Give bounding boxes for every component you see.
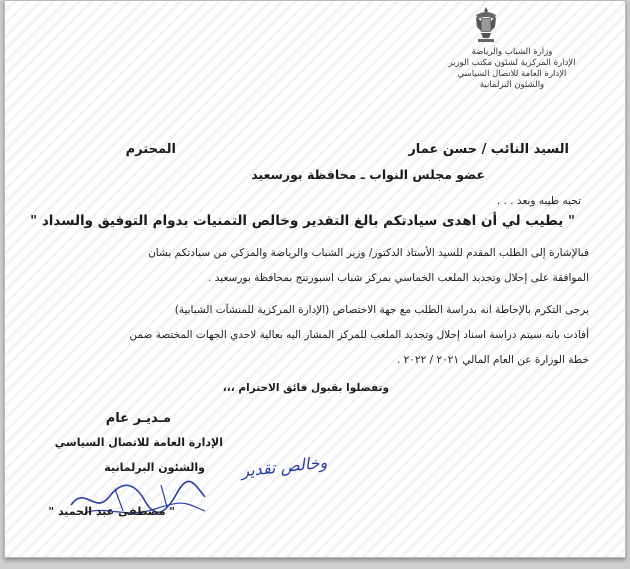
paragraph-2-line-3: خطة الوزارة عن العام المالي ٢٠٢١ / ٢٠٢٢ . [396, 354, 589, 366]
addressee-title: عضو مجلس النواب ـ محافظة بورسعيد [251, 167, 485, 182]
paragraph-1-line-1: فبالإشارة إلى الطلب المقدم للسيد الأستاذ الدكتور/ وزير الشباب والرياضة والمزكي من سيادتكم بشان [148, 247, 589, 259]
egypt-eagle-emblem-icon [473, 5, 499, 45]
paragraph-2-line-1: يرجى التكرم بالإحاطة انه بدراسة الطلب مع جهة الاختصاص (الإدارة المركزية للمنشآت الشبابية) [174, 304, 589, 316]
letterhead [407, 47, 617, 91]
signature-role: مـديـر عام [105, 411, 171, 426]
signature-department-line-2: والشئون البرلمانية [104, 461, 205, 474]
letterhead-line-2: الإدارة المركزية لشئون مكتب الوزير [448, 58, 576, 68]
paragraph-2-line-2: أفادت بانه سيتم دراسة اسناد إحلال وتجديد الملعب للمركز المشار اليه بعالية لاحدي الجهات المختصة ضمن [129, 329, 589, 341]
paragraph-1-line-2: الموافقة على إحلال وتجديد الملعب الخماسي بمركز شباب اسبورتنج بمحافظة بورسعيد . [208, 272, 589, 284]
letterhead-line-1: وزارة الشباب والرياضة [471, 47, 553, 57]
closing-line: وتفضلوا بقبول فائق الاحترام ،،، [222, 382, 389, 394]
addressee-honorific: المحترم [125, 142, 176, 157]
headline: " يطيب لي أن اهدى سيادتكم بالغ التقدير وخالص التمنيات بدوام التوفيق والسداد " [30, 213, 575, 229]
handwritten-note: وخالص تقدير [240, 452, 329, 481]
letter-page [4, 0, 626, 558]
letterhead-line-4: والشئون البرلمانية [479, 80, 545, 90]
signature-name: " مصطفى عبد الحميد " [48, 505, 175, 518]
addressee-name: السيد النائب / حسن عمار [408, 142, 569, 157]
letterhead-line-3: الإدارة العامة للاتصال السياسي [457, 69, 567, 79]
signature-department-line-1: الإدارة العامة للاتصال السياسي [54, 436, 223, 449]
greeting: تحيه طيبه وبعد . . . [496, 195, 581, 207]
